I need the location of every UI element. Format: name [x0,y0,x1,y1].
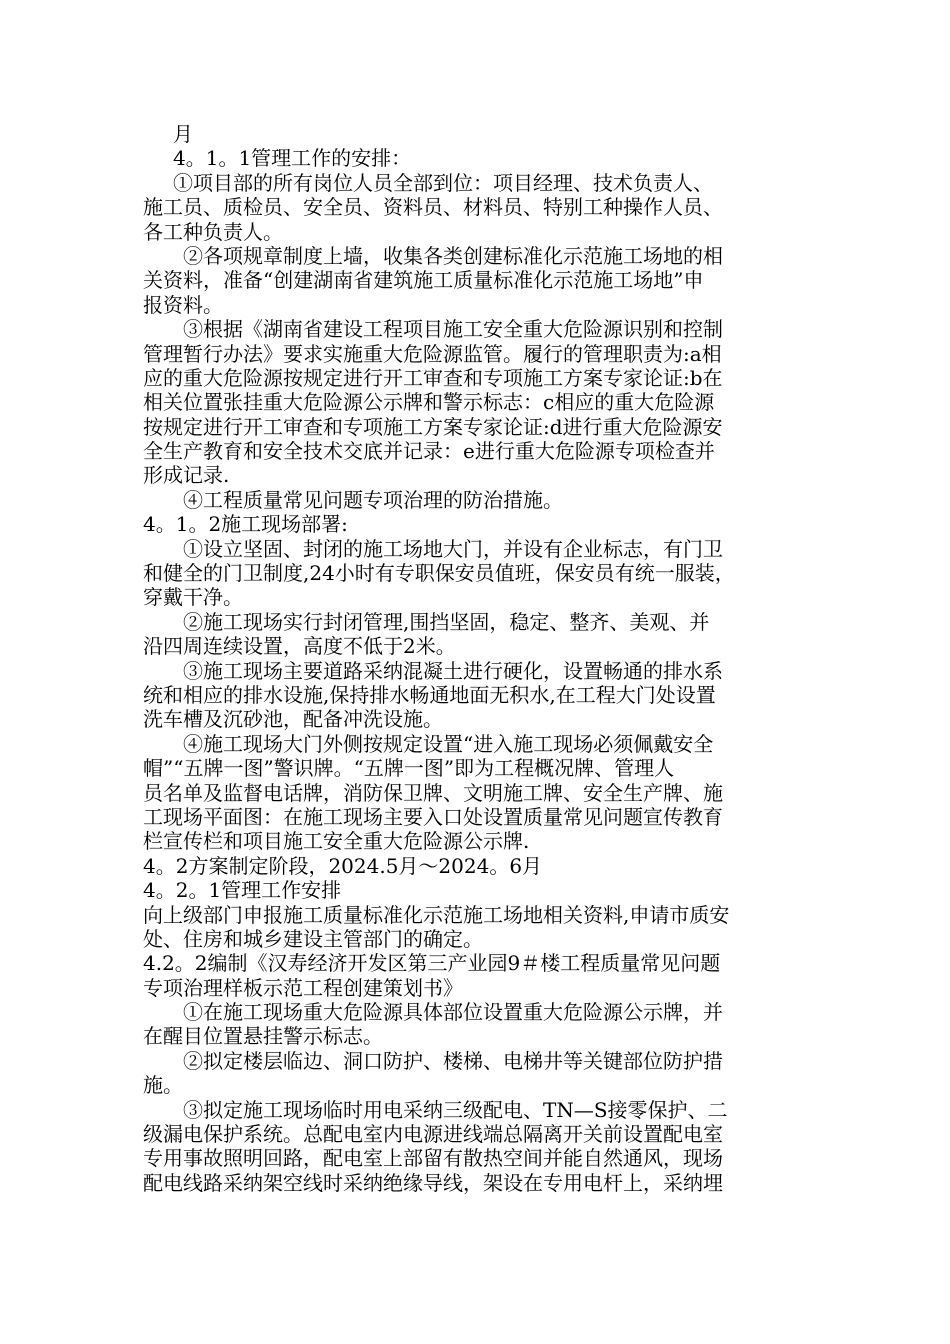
text-line: ③施工现场主要道路采纳混凝土进行硬化，设置畅通的排水系 [183,658,723,683]
text-line: 级漏电保护系统。总配电室内电源进线端总隔离开关前设置配电室 [143,1122,723,1147]
text-line: 月 [173,122,193,146]
text-line: ②各项规章制度上墙，收集各类创建标准化示范施工场地的相 [183,243,723,268]
text-line: 各工种负责人。 [143,219,283,244]
text-line: 穿戴干净。 [143,585,243,610]
text-line: 处、住房和城乡建设主管部门的确定。 [143,926,483,951]
text-line: 施工员、质检员、安全员、资料员、材料员、特别工种操作人员、 [143,195,723,220]
text-line: 形成记录. [143,463,230,488]
text-line: ④工程质量常见问题专项治理的防治措施。 [183,487,563,512]
text-line: 洗车槽及沉砂池，配备冲洗设施。 [143,707,443,732]
text-line: 专项治理样板示范工程创建策划书》 [143,975,463,1000]
text-line: ①在施工现场重大危险源具体部位设置重大危险源公示牌，并 [183,1000,723,1025]
text-line: 4。2。1管理工作安排 [143,878,342,903]
text-line: 4。2方案制定阶段，2024.5月～2024。6月 [143,853,543,878]
text-line: ②施工现场实行封闭管理,围挡坚固，稳定、整齐、美观、并 [183,609,710,634]
text-line: 在醒目位置悬挂警示标志。 [143,1024,383,1049]
text-line: 向上级部门申报施工质量标准化示范施工场地相关资料,申请市质安 [143,902,730,927]
text-line: 全生产教育和安全技术交底并记录：e进行重大危险源专项检查并 [143,439,715,464]
text-line: ①设立坚固、封闭的施工场地大门，并设有企业标志，有门卫 [183,536,723,561]
text-line: 报资料。 [143,292,223,317]
text-line: 栏宣传栏和项目施工安全重大危险源公示牌. [143,829,530,854]
text-line: 4。1。1管理工作的安排： [173,146,412,171]
text-line: ②拟定楼层临边、洞口防护、楼梯、电梯井等关键部位防护措 [183,1048,723,1073]
text-line: 4。1。2施工现场部署: [143,512,348,537]
text-line: 沿四周连续设置，高度不低于2米。 [143,634,456,659]
text-line: 管理暂行办法》要求实施重大危险源监管。履行的管理职责为:a相 [143,341,722,366]
text-line: 关资料，准备“创建湖南省建筑施工质量标准化示范施工场地”申 [143,268,704,293]
text-line: 工现场平面图：在施工现场主要入口处设置质量常见问题宣传教育 [143,804,723,829]
document-page [143,122,810,1195]
text-line: ①项目部的所有岗位人员全部到位：项目经理、技术负责人、 [173,170,713,195]
text-line: 施。 [143,1073,183,1098]
text-line: 相关位置张挂重大危险源公示牌和警示标志：c相应的重大危险源 [143,390,715,415]
text-line: 应的重大危险源按规定进行开工审查和专项施工方案专家论证:b在 [143,365,723,390]
text-line: 4.2。2编制《汉寿经济开发区第三产业园9＃楼工程质量常见问题 [143,951,721,976]
text-line: ④施工现场大门外侧按规定设置“进入施工现场必须佩戴安全 [183,731,714,756]
text-line: ③拟定施工现场临时用电采纳三级配电、TN—S接零保护、二 [183,1097,728,1122]
text-line: 帽”“五牌一图”警识牌。“五牌一图”即为工程概况牌、管理人 [143,756,675,781]
text-line: 统和相应的排水设施,保持排水畅通地面无积水,在工程大门处设置 [143,682,716,707]
text-line: 配电线路采纳架空线时采纳绝缘导线，架设在专用电杆上，采纳埋 [143,1170,723,1195]
text-line: 员名单及监督电话牌，消防保卫牌、文明施工牌、安全生产牌、施 [143,780,723,805]
text-line: 按规定进行开工审查和专项施工方案专家论证:d进行重大危险源安 [143,414,723,439]
text-line: ③根据《湖南省建设工程项目施工安全重大危险源识别和控制 [183,317,723,342]
text-line: 和健全的门卫制度,24小时有专职保安员值班，保安员有统一服装， [143,561,735,586]
text-line: 专用事故照明回路，配电室上部留有散热空间并能自然通风，现场 [143,1146,723,1171]
